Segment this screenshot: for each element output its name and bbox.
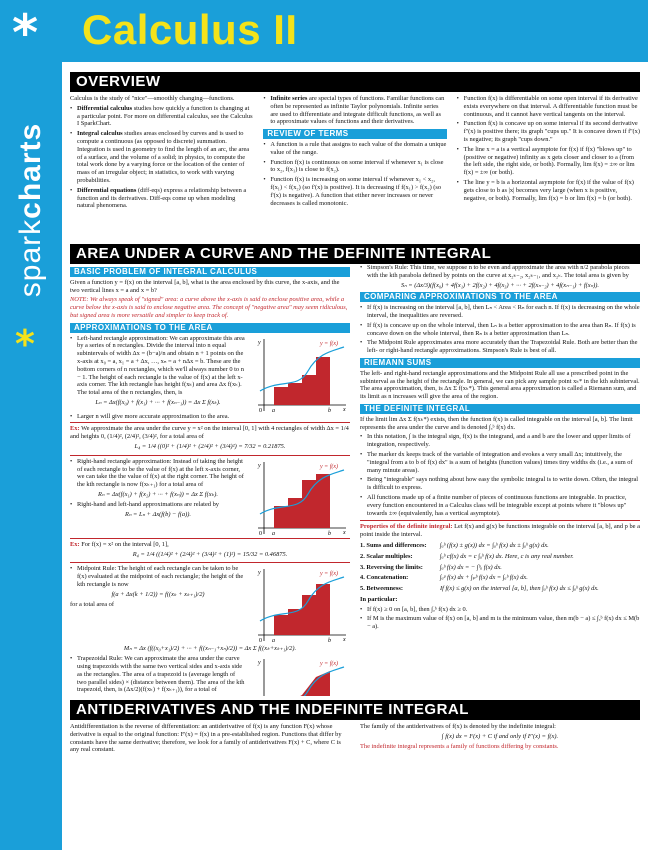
right-rect-graph	[250, 458, 350, 536]
svg-text:x: x	[343, 529, 346, 536]
list-item: • Right-hand and left-hand approximations are related by	[70, 501, 246, 509]
svg-text:x: x	[343, 637, 346, 644]
axis-label: b	[328, 407, 331, 413]
subsection-heading: REVIEW OF TERMS	[263, 129, 446, 139]
list-item: • Larger n will give more accurate approximation to the area.	[70, 413, 350, 421]
list-item: • Trapezoidal Rule: We can approximate the area under the curve using trapezoids with the same two vertical sides and x-axis side as the rectangles. The area of a trapezoid is (average length of two parallel sides) × (distance between them). The area of the kth trapezoid, then, is (Δx/2)(f(xₖ) + f(xₖ₊₁)), for a total of	[70, 655, 246, 694]
svg-text:b: b	[328, 638, 331, 644]
brand-logo: sparkcharts	[14, 122, 47, 298]
list-item: • Right-hand rectangle approximation: Instead of taking the height of each rectangle to be the value of f(x) at the left x-axis corner, we can take the the value of f(x) at the right corner. The height of the kth rectangle is now f(xₖ₊₁) for a total area of	[70, 458, 246, 489]
antiderivatives-section	[70, 700, 640, 786]
property-row: 1. Sums and differences: ∫ₐᵇ (f(x) ± g(x)) dx = ∫ₐᵇ f(x) dx ± ∫ₐᵇ g(x) dx.	[360, 541, 549, 549]
list-item: • Left-hand rectangle approximation: We can approximate this area by a series of n rectangles. Divide the interval into n equal subintervals of width Δx = (b−a)/n and obtain n + 1 points on the x-axis at x₀ = a, x₁ = a + Δx, …, xₙ = a + nΔx = b. These are the bottom corners of n rectangles, which we'll always number 0 to n − 1. The height of each rectangle is the value of f(x) at the left x-axis corner. The kth rectangle has height f(xₖ) and area Δx f(xₖ). The total area of the n rectangles, then, is	[70, 335, 246, 397]
svg-text:y: y	[258, 570, 261, 577]
list-item: • If M is the maximum value of f(x) on [a, b] and m is the minimum value, then m(b − a) ≤ ∫ₐᵇ f(x) dx ≤ M(b − a).	[360, 615, 640, 631]
subsection-heading: COMPARING APPROXIMATIONS TO THE AREA	[360, 292, 640, 302]
asterisk-icon: *	[12, 4, 39, 62]
svg-text:a: a	[272, 530, 275, 536]
equation: f(a + Δx(k + 1/2)) = f((xₖ + xₖ₊₁)/2)	[111, 590, 205, 598]
overview-col-2	[263, 95, 446, 212]
list-item: • Differential calculus studies how quickly a function is changing at a particular point. For more on differential calculus, see the Calculus I SparkChart.	[70, 105, 253, 128]
svg-text:0: 0	[259, 530, 262, 536]
property-row: 2. Scalar multiples: ∫ₐᵇ cf(x) dx = c ∫ₐᵇ f(x) dx. Here, c is any real number.	[360, 552, 574, 560]
svg-text:b: b	[328, 530, 331, 536]
svg-text:y: y	[258, 462, 261, 469]
area-col-left: BASIC PROBLEM OF INTEGRAL CALCULUS Given a function y = f(x) on the interval [a, b], what is the area enclosed by this curve, the x-axis, and the two vertical lines x = a and x = b? NOTE: We always speak of "signed" area: a curve above the x-axis is said to enclose positive area, while a curve below the x-axis is said to enclose negative area. The concept of "negative area" may seem ridiculous, but signed area is more versatile and simpler to keep track of. APPROXIMATIONS TO THE AREA • Left-hand rectangle approximation: We can approximate this area by a series of n rectangles. Divide the interval into n equal subintervals of width Δx = (b−a)/n and obtain n + 1 points on the x-axis at x₀ = a, x₁ = a + Δx, …, xₙ = a + nΔx = b. These are the bottom corners of n rectangles, which we'll always number 0 to n − 1. The height of each rectangle is the value of f(x) at the left x-axis corner. The kth rectangle has height f(xₖ) and area Δx f(xₖ). The total area of the n rectangles, then, is Lₙ = Δx(f(x₀) + f(x₁) + ··· + f(xₙ₋₁)) = Δx Σ f(xₖ). y x y = f(x) 0 a b • Larger n will give more accurate approximation to the area. Ex: We approximate the area under the curve y = x² on the interval [0, 1] with 4 rectangles of width Δx = 1/4 and heights 0, (1/4)², (2/4)², (3/4)², for a total area of L₄ = 1/4 ((0)² + (1/4)² + (2/4)² + (3/4)²) = 7/32 = 0.21875. • Right-hand rectangle approximation: Instead of taking the height of each rectangle to be the value of f(x) at the left x-axis corner, we can take the the value of f(x) at the right corner. The height of the kth rectangle is now f(xₖ₊₁) for a total area of Rₙ = Δx(f(x₁) + f(x₂) + ··· + f(xₙ)) = Δx Σ f(xₖ). • Right-hand and left-hand approximations are related by Rₙ = Lₙ + Δx(f(b) − f(a)). y x y = f(x) 0 a b Ex: For f(x) = x² on the interval [0, 1], R₄ = 1/4 ((1/4)² + (2/4)² + (3/4)² + (1)²) = 15/32 = 0.46875. • Midpoint Rule: The height of each rectangle can be taken to be f(x) evaluated at the midpoint of each rectangle; the height of the kth rectangle is now f(a + Δx(k + 1/2)) = f((xₖ + xₖ₊₁)/2) for a total area of y x y = f(x) 0 a b Mₙ = Δx (f((x₀+x₁)/2) + ··· + f((xₙ₋₁+xₙ)/2)) = Δx Σ f((xₖ+xₖ₊₁)/2). • Trapezoidal Rule: We can approximate the area under the curve using trapezoids with the same two vertical sides and x-axis side as the rectangles. The area of a trapezoid is (average length of two parallel sides) × (distance between them). The area of the kth trapezoid, then, is (Δx/2)(f(xₖ) + f(xₖ₊₁)), for a total of y y = f(x)	[70, 264, 350, 696]
side-strip	[0, 0, 62, 850]
anti-col-left	[70, 723, 350, 756]
list-item: • A function is a rule that assigns to each value of the domain a unique value of the range.	[263, 141, 446, 157]
section-heading: AREA UNDER A CURVE AND THE DEFINITE INTEGRAL	[70, 244, 640, 264]
equation: Rₙ = Lₙ + Δx(f(b) − f(a)).	[125, 510, 191, 518]
subsection-heading: RIEMANN SUMS	[360, 358, 640, 368]
overview-section	[70, 72, 640, 240]
example-box: Ex: We approximate the area under the curve y = x² on the interval [0, 1] with 4 rectangles of width Δx = 1/4 and heights 0, (1/4)², (2/4)², (3/4)², for a total area of L₄ = 1/4 ((0)² + (1/4)² + (2/4)² + (3/4)²) = 7/32 = 0.21875.	[70, 422, 350, 455]
asterisk-icon: *	[15, 322, 35, 366]
note-text: NOTE: We always speak of "signed" area: a curve above the x-axis is said to enclose positive area, while a curve below the x-axis is said to enclose negative area. The concept of "negative area" may seem ridiculous, but signed area is more versatile and simpler to keep track of.	[70, 296, 348, 319]
list-item: • Function f(x) is continuous on some interval if whenever x₁ is close to x₂, f(x₁) is close to f(x₂).	[263, 159, 446, 175]
svg-text:a: a	[272, 638, 275, 644]
anti-col-right: The family of the antiderivatives of f(x) is denoted by the indefinite integral: ∫ f(x) dx = F(x) + C if and only if F'(x) = f(x). The indefinite integral represents a family of functions differing by constants.	[360, 723, 640, 756]
property-row: 4. Concatenation: ∫ₐᵖ f(x) dx + ∫ₚᵇ f(x) dx = ∫ₐᵇ f(x) dx.	[360, 574, 528, 582]
list-item: • Integral calculus studies areas enclosed by curves and is used to compute a continuous (as opposed to discrete) summation. Integration is used in geometry to find the length of an arc, the area of a surface, and the volume of a solid; in physics, to compute the total work done by a varying force or the location of the center of mass of an irregular object; in statistics, to work with varying probabilities.	[70, 130, 253, 185]
left-rect-graph	[250, 335, 350, 413]
area-col-right	[360, 264, 640, 696]
list-item: • Being "integrable" says nothing about how easy the symbolic integral is to write down. Often, the integral is difficult to express.	[360, 476, 640, 492]
svg-text:0: 0	[259, 638, 262, 644]
subsection-heading: BASIC PROBLEM OF INTEGRAL CALCULUS	[70, 267, 350, 277]
equation: L₄ = 1/4 ((0)² + (1/4)² + (2/4)² + (3/4)²) = 7/32 = 0.21875.	[134, 442, 286, 450]
svg-text:y = f(x): y = f(x)	[320, 571, 339, 578]
list-item: • Function f(x) is increasing on some interval if whenever x₁ < x₂, f(x₁) < f(x₂) (so f'(x) is positive). It is decreasing if f(x₁) > f(x₂) (so f'(x) is negative). A function that either never increases or never decreases is called monotonic.	[263, 176, 446, 207]
list-item: • Function f(x) is concave up on some interval if its second derivative f''(x) is positive there; its graph "cups up." It is concave down if f''(x) is negative; its graph "cups down."	[457, 120, 640, 143]
axis-label: a	[272, 407, 275, 413]
antiderivative-text: Antidifferentiation is the reverse of differentiation: an antiderivative of f(x) is any function F(x) whose derivative is equal to the original function: F'(x) = f(x) in a pre-established region. Functions that differ by constants have the same derivative; therefore, we look for a family of antiderivatives F(x) + C, where C is any real constant.	[70, 723, 342, 754]
equation: Mₙ = Δx (f((x₀+x₁)/2) + ··· + f((xₙ₋₁+xₙ)/2)) = Δx Σ f((xₖ+xₖ₊₁)/2).	[123, 645, 297, 653]
equation: Lₙ = Δx(f(x₀) + f(x₁) + ··· + f(xₙ₋₁)) = Δx Σ f(xₖ).	[95, 398, 221, 406]
properties-box: Properties of the definite integral: Let f(x) and g(x) be functions integrable on the interval [a, b], and p be a point inside the interval. 1. Sums and differences: ∫ₐᵇ (f(x) ± g(x)) dx = ∫ₐᵇ f(x) dx ± ∫ₐᵇ g(x) dx. 2. Scalar multiples: ∫ₐᵇ cf(x) dx = c ∫ₐᵇ f(x) dx. Here, c is any real number. 3. Reversing the limits: ∫ₐᵇ f(x) dx = − ∫ᵇₐ f(x) dx. 4. Concatenation: ∫ₐᵖ f(x) dx + ∫ₚᵇ f(x) dx = ∫ₐᵇ f(x) dx. 5. Betweenness: If f(x) ≤ g(x) on the interval [a, b], then ∫ₐᵇ f(x) dx ≤ ∫ₐᵇ g(x) dx. In particular: • If f(x) ≥ 0 on [a, b], then ∫ₐᵇ f(x) dx ≥ 0. • If M is the maximum value of f(x) on [a, b] and m is the minimum value, then m(b − a) ≤ ∫ₐᵇ f(x) dx ≤ M(b − a).	[360, 520, 640, 631]
list-item: • All functions made up of a finite number of pieces of continuous functions are integrable. In practice, every function encountered in a Calculus class will be integrable except at points where it "blows up" towards ±∞ (equivalently, has a vertical asymptote).	[360, 494, 640, 517]
axis-label: y	[258, 339, 261, 346]
equation: R₄ = 1/4 ((1/4)² + (2/4)² + (3/4)² + (1)²) = 15/32 = 0.46875.	[132, 550, 288, 558]
equation: ∫ f(x) dx = F(x) + C if and only if F'(x) = f(x).	[441, 732, 559, 740]
list-item: • The Midpoint Rule approximates area more accurately than the Trapezoidal Rule. Both are better than the left- or right-hand rectangle approximations. Simpson's Rule is best of all.	[360, 339, 640, 355]
equation: Sₙ = (Δx/3)(f(x₀) + 4f(x₁) + 2f(x₂) + 4f(x₃) + ··· + 2f(xₙ₋₂) + 4f(xₙ₋₁) + f(xₙ)).	[400, 281, 600, 289]
list-item: • Differential equations (diff-eqs) express a relationship between a function and its derivatives. Diff-eqs come up when modeling natural phenomena.	[70, 187, 253, 210]
svg-text:y = f(x): y = f(x)	[320, 463, 339, 470]
axis-label: 0	[259, 407, 262, 413]
list-item: • The line y = b is a horizontal asymptote for f(x) if the value of f(x) gets close to b as |x| becomes very large (when x is positive, negative, or both). Formally, lim f(x) = b or lim f(x) = b (or both).	[457, 179, 640, 202]
overview-intro: Calculus is the study of "nice"—smoothly changing—functions.	[70, 95, 235, 102]
trapezoid-graph	[250, 655, 350, 696]
subsection-heading: THE DEFINITE INTEGRAL	[360, 404, 640, 414]
title-bar	[62, 0, 648, 62]
list-item: • Midpoint Rule: The height of each rectangle can be taken to be f(x) evaluated at the midpoint of each rectangle; the height of the kth rectangle is now	[70, 565, 246, 588]
basic-problem-text: Given a function y = f(x) on the interval [a, b], what is the area enclosed by this curve, the x-axis, and the two vertical lines x = a and x = b?	[70, 278, 340, 294]
page-title: Calculus II	[82, 6, 298, 53]
equation: Rₙ = Δx(f(x₁) + f(x₂) + ··· + f(xₙ)) = Δx Σ f(xₖ).	[98, 490, 218, 498]
list-item: • If f(x) ≥ 0 on [a, b], then ∫ₐᵇ f(x) dx ≥ 0.	[360, 606, 640, 614]
curve-label: y = f(x)	[320, 340, 339, 347]
list-item: • Infinite series are special types of functions. Familiar functions can often be represented as infinite Taylor polynomials. Infinite series are used to differentiate and integrate difficult functions, as well as to approximate values of functions and their derivatives.	[263, 95, 446, 126]
main-content	[62, 62, 648, 850]
list-item: • If f(x) is concave up on the whole interval, then Lₙ is a better approximation to the area than Rₙ. If f(x) is concave down on the whole interval, then Rₙ is a better approximation than Lₙ.	[360, 322, 640, 338]
midpoint-graph	[250, 565, 350, 643]
overview-col-1	[70, 95, 253, 212]
list-item: • Function f(x) is differentiable on some open interval if its derivative exists everywhere on that interval. A differentiable function must be continuous, and it cannot have vertical tangents on the interval.	[457, 95, 640, 118]
definite-integral-text: If the limit lim Δx Σ f(xₖ*) exists, then the function f(x) is called integrable on the interval [a, b]. The limit represents the area under the curve and is denoted ∫ₐᵇ f(x) dx.	[360, 415, 633, 431]
property-row: 5. Betweenness: If f(x) ≤ g(x) on the interval [a, b], then ∫ₐᵇ f(x) dx ≤ ∫ₐᵇ g(x) dx.	[360, 585, 599, 593]
list-item: • The line x = a is a vertical asymptote for f(x) if f(x) "blows up" to (positive or negative) infinity as x gets closer and closer to a (from the left side, the right side, or both). Formally, lim f(x) = ±∞ or lim f(x) = ±∞ (or both).	[457, 146, 640, 177]
list-item: • The marker dx keeps track of the variable of integration and evokes a very small Δx; intuitively, the "integral from a to b of f(x) dx" is a sum of heights (function values) times tiny widths dx (i.e., a sum of many minute areas).	[360, 451, 640, 474]
area-section	[70, 244, 640, 696]
subsection-heading: APPROXIMATIONS TO THE AREA	[70, 323, 350, 333]
list-item: • In this notation, ∫ is the integral sign, f(x) is the integrand, and a and b are the lower and upper limits of integration, respectively.	[360, 433, 640, 449]
section-heading: ANTIDERIVATIVES AND THE INDEFINITE INTEGRAL	[70, 700, 640, 720]
axis-label: x	[343, 406, 346, 413]
note-text: The indefinite integral represents a family of functions differing by constants.	[360, 742, 559, 750]
example-box: Ex: For f(x) = x² on the interval [0, 1], R₄ = 1/4 ((1/4)² + (2/4)² + (3/4)² + (1)²) = 15/32 = 0.46875.	[70, 538, 350, 564]
svg-text:y: y	[258, 660, 261, 667]
property-row: 3. Reversing the limits: ∫ₐᵇ f(x) dx = − ∫ᵇₐ f(x) dx.	[360, 563, 502, 571]
list-item: • If f(x) is increasing on the interval [a, b], then Lₙ < Area < Rₙ for each n. If f(x) is decreasing on the whole interval, the inequalities are reversed.	[360, 304, 640, 320]
list-item: • Simpson's Rule: This time, we suppose n to be even and approximate the area with n/2 parabola pieces with the kth parabola defined by points on the curve at x₂ₖ₋₂, x₂ₖ₋₁, and x₂ₖ. The total area is given by	[360, 264, 640, 280]
section-heading: OVERVIEW	[70, 72, 640, 92]
overview-col-3	[457, 95, 640, 212]
svg-text:y = f(x): y = f(x)	[320, 661, 339, 668]
riemann-text: The left- and right-hand rectangle approximations and the Midpoint Rule all use a prescribed point in the subinterval as the height of the rectangle. In general, we can pick any sample point xₖ* in the kth subinterval. The area approximation, then, is Δx Σ f(xₖ*). This general area approximation is called a Riemann sum, and its limit as n increases will give the area of the region.	[360, 369, 640, 401]
